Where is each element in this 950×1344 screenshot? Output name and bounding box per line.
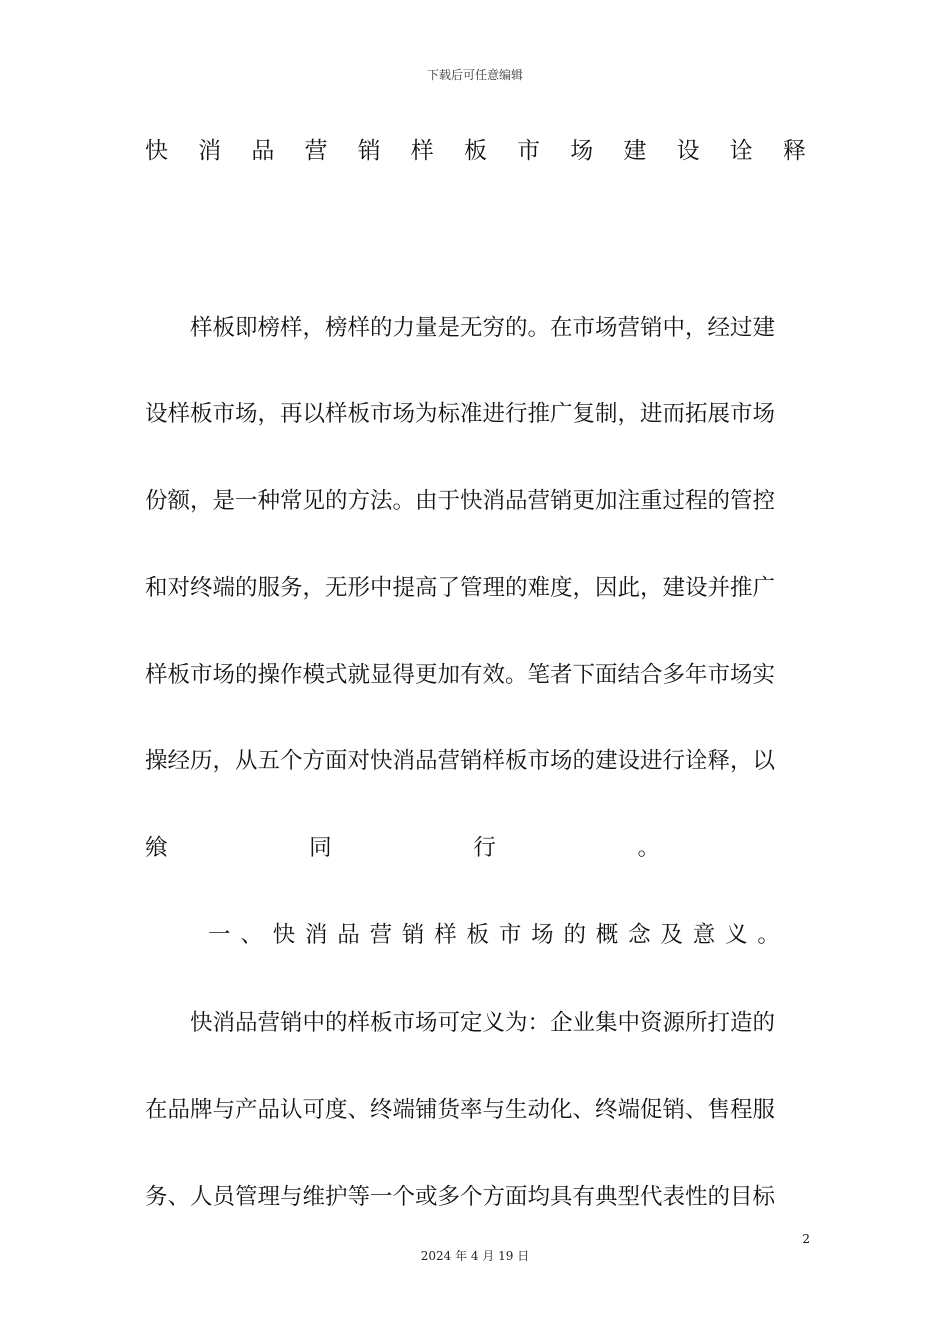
page-number: 2 [802,1232,810,1246]
document-title [145,134,806,168]
heading-char: 市 [498,922,522,948]
heading-char: 营 [369,922,393,948]
paragraph1-line-1: 样板即榜样，榜样的力量是无穷的。在市场营销中，经过建 [190,315,776,341]
title-char: 建 [623,138,647,164]
paragraph1-line-2: 设样板市场，再以样板市场为标准进行推广复制，进而拓展市场 [145,401,776,427]
heading-char: 意 [692,922,716,948]
paragraph2-line-1: 快消品营销中的样板市场可定义为：企业集中资源所打造的 [190,1010,776,1036]
paragraph1-line-6: 操经历，从五个方面对快消品营销样板市场的建设进行诠释，以 [145,748,776,774]
title-char: 释 [782,138,806,164]
heading-char: 板 [466,922,490,948]
heading-char: 义 [725,922,748,948]
paragraph1-line-7 [145,831,660,865]
heading-char: 。 [757,922,780,948]
title-char: 诠 [729,138,753,164]
title-char: 场 [570,138,594,164]
title-char: 设 [676,138,700,164]
heading-char: 一 [208,922,231,948]
paragraph1-line-4: 和对终端的服务，无形中提高了管理的难度，因此，建设并推广 [145,575,776,601]
paragraph1-line-3: 份额，是一种常见的方法。由于快消品营销更加注重过程的管控 [145,488,776,514]
title-char: 样 [410,138,434,164]
heading-char: 场 [531,922,554,948]
title-char: 市 [517,138,541,164]
heading-char: 概 [595,922,619,948]
spread-char: 。 [637,835,660,861]
title-char: 品 [251,138,275,164]
heading-char: 消 [304,922,328,948]
title-char: 营 [304,138,328,164]
paragraph2-line-2: 在品牌与产品认可度、终端铺货率与生动化、终端促销、售程服 [145,1097,776,1123]
header-note: 下载后可任意编辑 [426,68,523,82]
spread-char: 同 [309,835,332,861]
title-char: 消 [198,138,222,164]
heading-char: 念 [628,922,651,948]
heading-char: 快 [272,922,296,948]
spread-char: 行 [473,835,496,861]
title-char: 快 [145,138,168,164]
heading-char: 样 [434,922,457,948]
heading-char: 品 [337,922,360,948]
heading-char: 、 [240,922,263,948]
heading-char: 的 [563,922,586,948]
paragraph2-line-3: 务、人员管理与维护等一个或多个方面均具有典型代表性的目标 [145,1184,776,1210]
paragraph1-line-5: 样板市场的操作模式就显得更加有效。笔者下面结合多年市场实 [145,662,776,688]
spread-char: 飨 [145,835,168,861]
heading-char: 销 [401,922,425,948]
heading-char: 及 [660,922,683,948]
title-char: 板 [463,138,487,164]
footer-date: 2024 年 4 月 19 日 [420,1249,530,1263]
section-heading [208,918,780,952]
title-char: 销 [357,138,381,164]
